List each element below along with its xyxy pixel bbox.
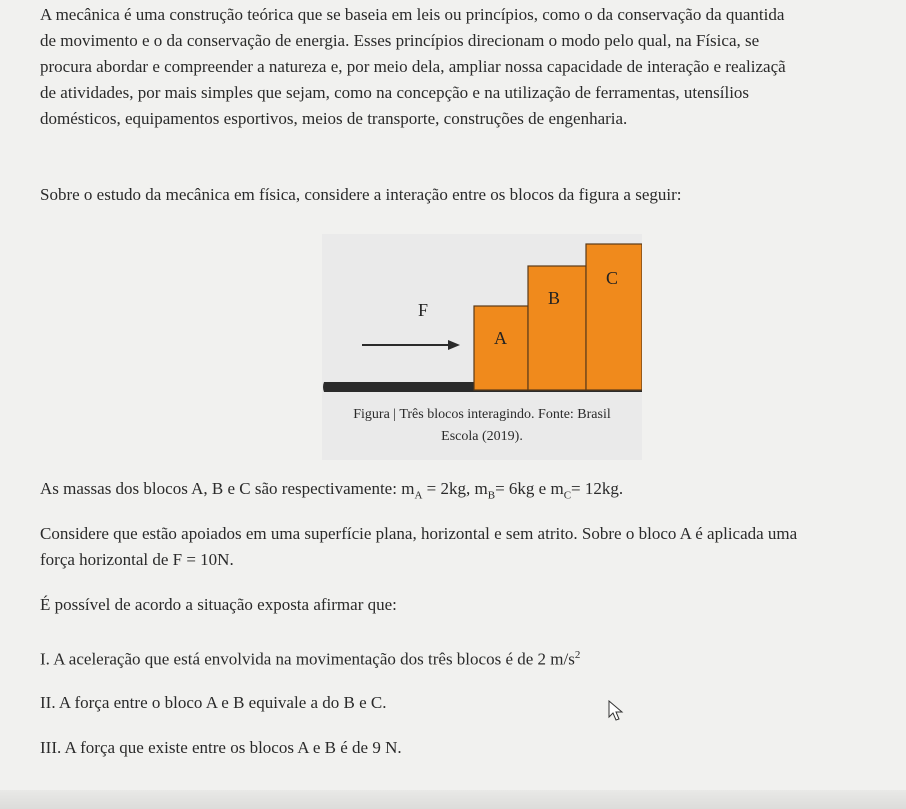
mass-b: $m_B= 6kg$ e bbox=[474, 479, 547, 502]
page-bottom-edge bbox=[0, 790, 906, 809]
mouse-cursor-icon bbox=[608, 700, 624, 722]
question-text: É possível de acordo a situação exposta afirmar que: bbox=[40, 595, 397, 614]
intro-line: domésticos, equipamentos esportivos, meios de transporte, construções de engenharia. bbox=[40, 109, 628, 128]
blocks-figure bbox=[322, 234, 642, 460]
force-arrow-head bbox=[448, 340, 460, 350]
block-c bbox=[586, 244, 642, 390]
figure-caption bbox=[322, 404, 642, 448]
intro-line: procura abordar e compreender a natureza e, por meio dela, ampliar nossa capacidade de interação e realizaçã bbox=[40, 57, 786, 76]
caption-line: Figura | Três blocos interagindo. Fonte: Brasil bbox=[353, 407, 611, 422]
caption-line: Escola (2019). bbox=[441, 429, 523, 444]
intro-paragraph bbox=[40, 2, 906, 132]
statement-i: I. A aceleração que está envolvida na movimentação dos três blocos é de 2 $m/s^2$ bbox=[40, 649, 581, 669]
conditions-line: força horizontal de F = 10N. bbox=[40, 550, 234, 569]
prompt-text: Sobre o estudo da mecânica em física, considere a interação entre os blocos da figura a seguir: bbox=[40, 185, 682, 204]
intro-line: A mecânica é uma construção teórica que se baseia em leis ou princípios, como o da conservação da quantida bbox=[40, 5, 785, 24]
masses-text bbox=[40, 476, 906, 508]
conditions-line: Considere que estão apoiados em uma superfície plana, horizontal e sem atrito. Sobre o bloco A é aplicada uma bbox=[40, 524, 798, 543]
blocks-diagram bbox=[322, 234, 642, 404]
block-a bbox=[474, 306, 528, 390]
conditions-text bbox=[40, 521, 906, 573]
mass-c: $m_C= 12kg$. bbox=[550, 479, 624, 502]
statement-iii: III. A força que existe entre os blocos A e B é de 9 N. bbox=[40, 738, 402, 757]
block-b-label: B bbox=[548, 288, 561, 308]
masses-intro: As massas dos blocos A, B e C são respectivamente: bbox=[40, 479, 397, 498]
force-label: F bbox=[418, 300, 429, 320]
block-a-label: A bbox=[494, 328, 507, 348]
intro-line: de movimento e o da conservação de energia. Esses princípios direcionam o modo pelo qual, na Física, se bbox=[40, 31, 760, 50]
mass-a: $m_A = 2kg$, bbox=[401, 479, 471, 502]
statement-ii: II. A força entre o bloco A e B equivale a do B e C. bbox=[40, 693, 387, 712]
block-c-label: C bbox=[606, 268, 619, 288]
intro-line: de atividades, por mais simples que sejam, como na concepção e na utilização de ferramentas, utensílios bbox=[40, 83, 750, 102]
block-b bbox=[528, 266, 586, 390]
